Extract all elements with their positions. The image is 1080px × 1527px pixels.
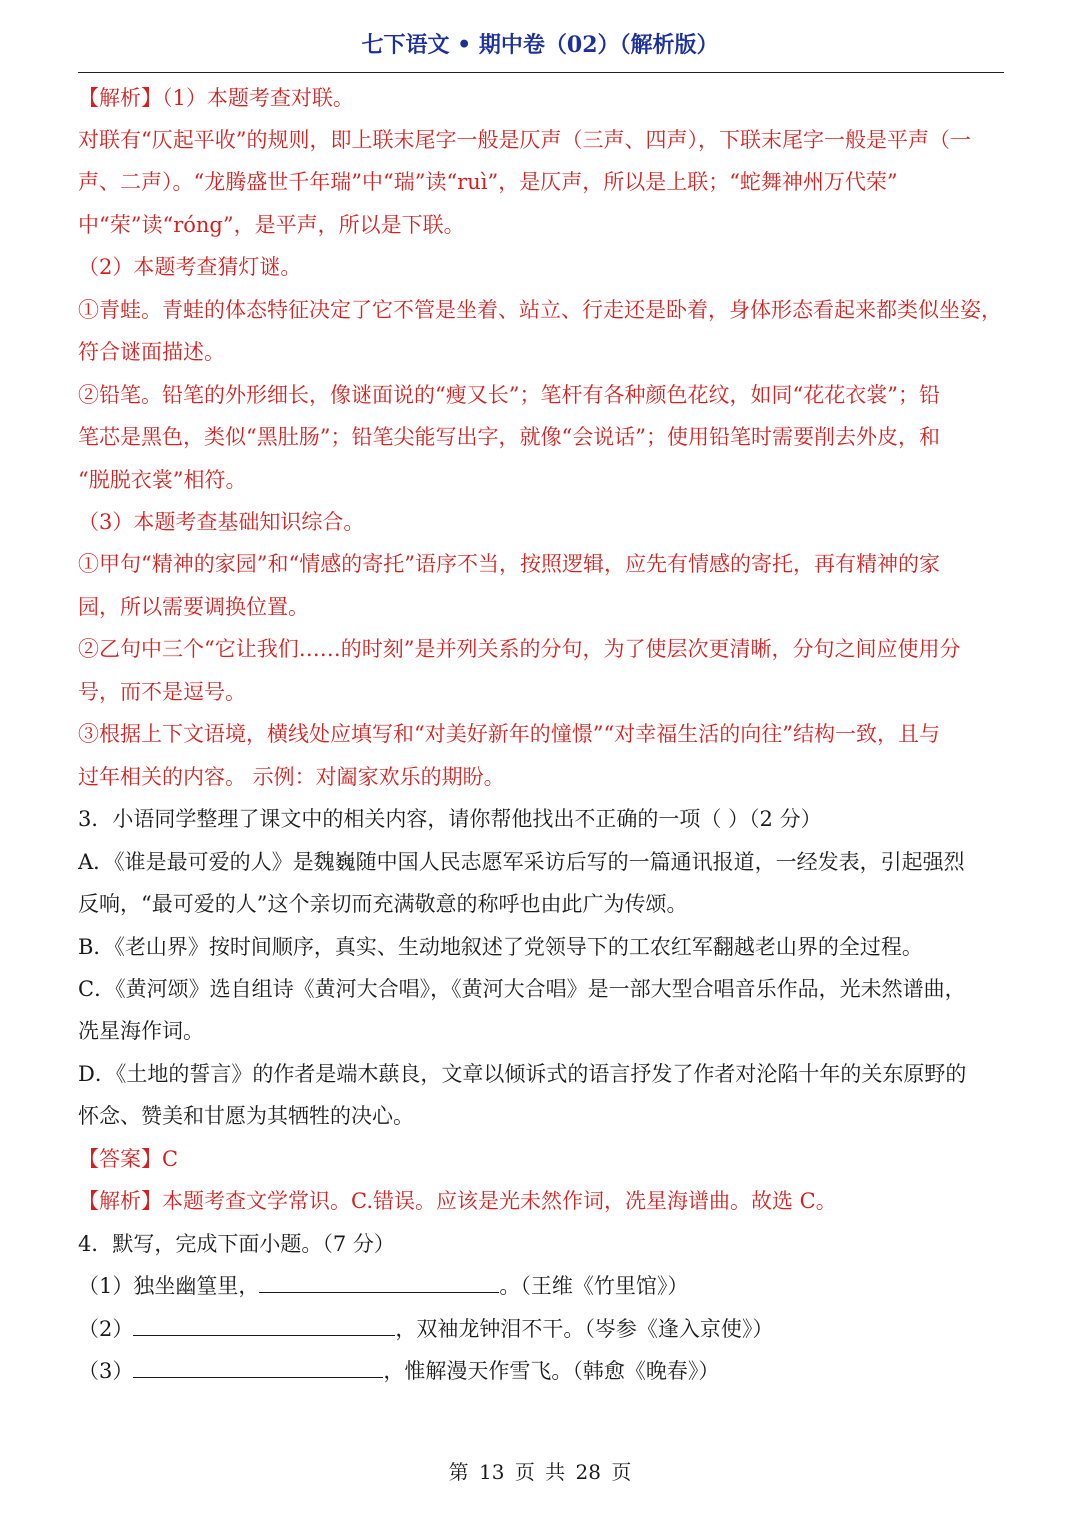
analysis-line: 符合谜面描述。 [78,340,225,364]
question-4-stem: 4．默写，完成下面小题。（7 分） [78,1232,395,1256]
question-3-stem: 3．小语同学整理了课文中的相关内容，请你帮他找出不正确的一项（ ）（2 分） [78,807,822,831]
question-3-analysis: 【解析】本题考查文学常识。C.错误。应该是光未然作词，冼星海谱曲。故选 C。 [78,1189,837,1213]
question-3-option-c: C．《黄河颂》选自组诗《黄河大合唱》，《黄河大合唱》是一部大型合唱音乐作品，光未然谱曲， [78,977,966,1001]
analysis-line: 声、二声）。“龙腾盛世千年瑞”中“瑞”读“ruì”，是仄声，所以是上联；“蛇舞神州万代荣” [78,170,898,194]
analysis-line: 号，而不是逗号。 [78,680,246,704]
footer-total-pages: 28 [575,1460,601,1484]
analysis-line: 过年相关的内容。 示例：对阖家欢乐的期盼。 [78,765,505,789]
analysis-line: “脱脱衣裳”相符。 [78,468,247,492]
footer-label: 第 [448,1460,469,1484]
item-prefix: （3） [78,1359,134,1383]
analysis-line: 【解析】（1）本题考查对联。 [78,86,354,110]
question-3-option-d: 怀念、赞美和甘愿为其牺牲的决心。 [78,1104,414,1128]
footer-label: 页 [611,1460,632,1484]
analysis-line: （3）本题考查基础知识综合。 [78,510,365,534]
fill-blank-line[interactable] [133,1357,383,1378]
footer-label: 共 [545,1460,566,1484]
item-suffix: ，惟解漫天作雪飞。（韩愈《晚春》） [383,1359,720,1383]
footer-page-number: 13 [479,1460,505,1484]
fill-blank-line[interactable] [259,1272,499,1293]
analysis-line: 笔芯是黑色，类似“黑肚肠”；铅笔尖能写出字，就像“会说话”；使用铅笔时需要削去外皮，和 [78,425,940,449]
analysis-line: （2）本题考查猜灯谜。 [78,255,302,279]
question-3-option-c: 冼星海作词。 [78,1019,204,1043]
analysis-line: 对联有“仄起平收”的规则，即上联末尾字一般是仄声（三声、四声），下联末尾字一般是平声（一 [78,128,971,152]
item-suffix: ，双袖龙钟泪不干。（岑参《逢入京使》） [395,1317,774,1341]
footer-label: 页 [514,1460,535,1484]
item-prefix: （1）独坐幽篁里， [78,1274,260,1298]
question-4-item-3 [78,1350,1004,1392]
question-3-option-d: D．《土地的誓言》的作者是端木蕻良，文章以倾诉式的语言抒发了作者对沦陷十年的关东原野的 [78,1062,967,1086]
question-3-answer: 【答案】C [78,1147,179,1171]
analysis-line: ②铅笔。铅笔的外形细长，像谜面说的“瘦又长”；笔杆有各种颜色花纹，如同“花花衣裳”；铅 [78,383,940,407]
analysis-line: 中“荣”读“róng”，是平声，所以是下联。 [78,213,465,237]
item-suffix: 。（王维《竹里馆》） [499,1274,689,1298]
question-3-option-a: A．《谁是最可爱的人》是魏巍随中国人民志愿军采访后写的一篇通讯报道，一经发表，引起强烈 [78,850,965,874]
page-header-title: 七下语文 • 期中卷（02）（解析版） [361,32,719,58]
analysis-line: ③根据上下文语境，横线处应填写和“对美好新年的憧憬”“对幸福生活的向往”结构一致，且与 [78,722,940,746]
question-3-option-b: B．《老山界》按时间顺序，真实、生动地叙述了党领导下的工农红军翻越老山界的全过程。 [78,935,923,959]
question-4-item-2 [78,1308,1004,1350]
page-footer [0,1456,1080,1488]
item-prefix: （2） [78,1317,134,1341]
question-4-item-1 [78,1265,1004,1307]
analysis-line: 园，所以需要调换位置。 [78,595,309,619]
analysis-line: ②乙句中三个“它让我们……的时刻”是并列关系的分句，为了使层次更清晰，分句之间应使用分 [78,637,961,661]
analysis-line: ①甲句“精神的家园”和“情感的寄托”语序不当，按照逻辑，应先有情感的寄托，再有精神的家 [78,552,940,576]
question-3-option-a: 反响，“最可爱的人”这个亲切而充满敬意的称呼也由此广为传颂。 [78,892,688,916]
header-divider [78,72,1004,73]
fill-blank-line[interactable] [133,1315,395,1336]
analysis-line: ①青蛙。青蛙的体态特征决定了它不管是坐着、站立、行走还是卧着，身体形态看起来都类似坐姿， [78,298,1002,322]
